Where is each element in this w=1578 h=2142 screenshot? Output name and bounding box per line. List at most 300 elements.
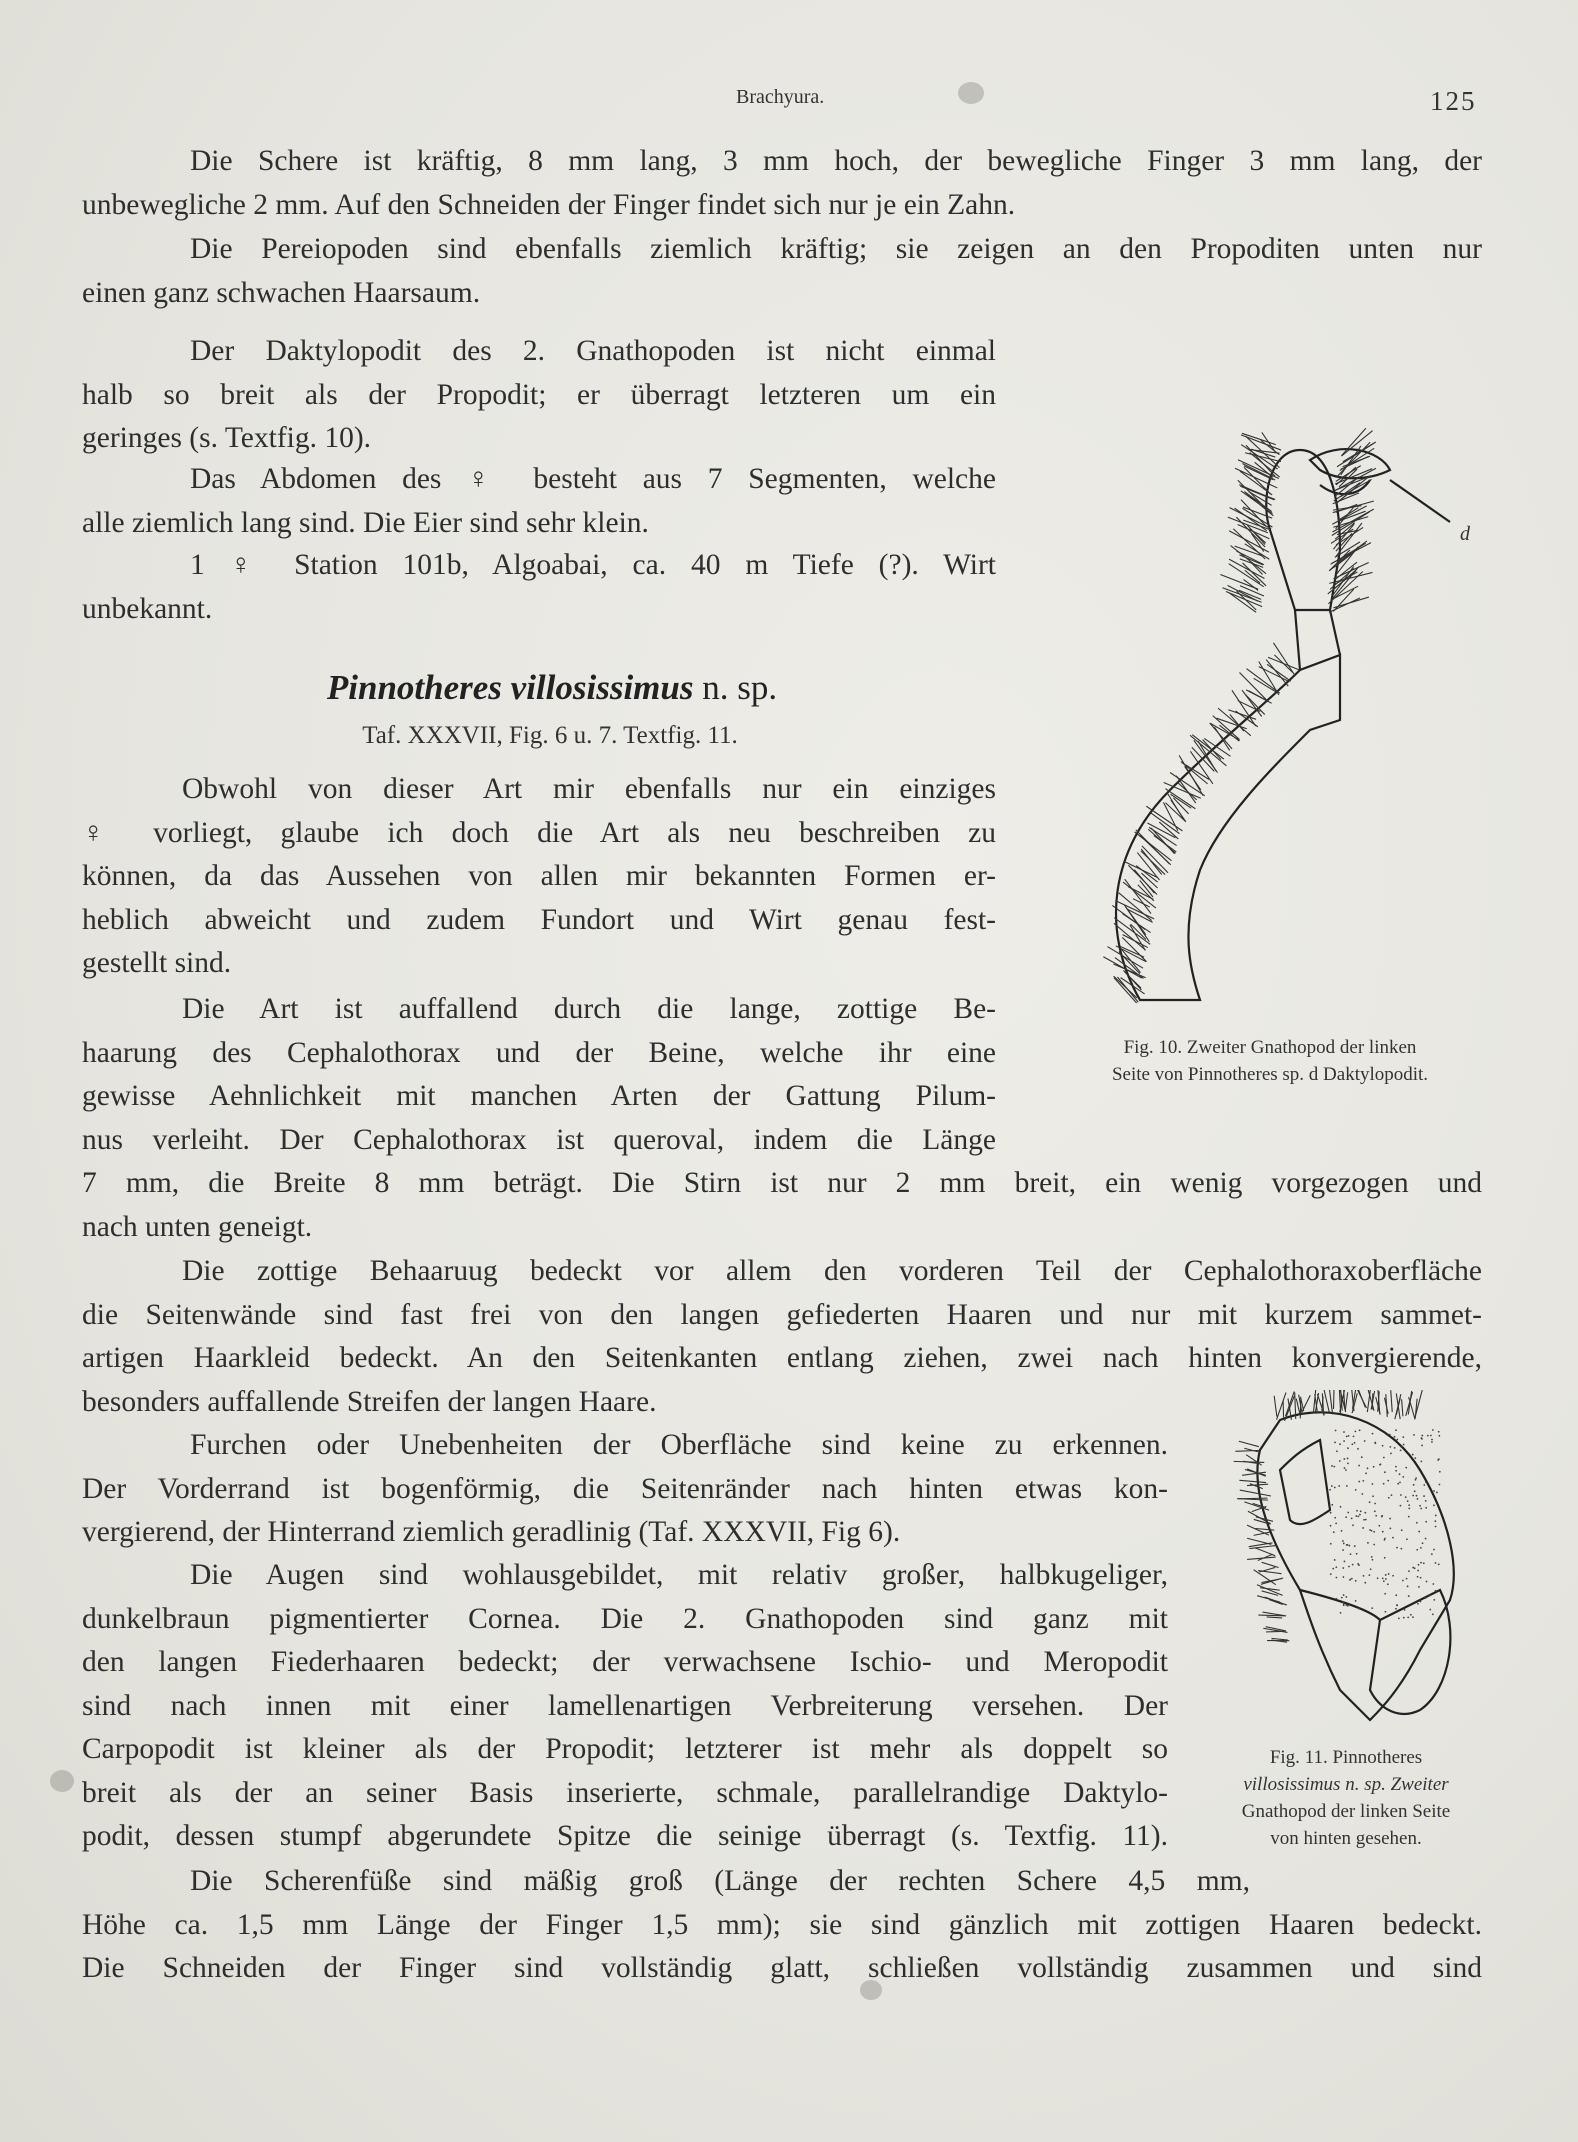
hair-stroke bbox=[1262, 1562, 1279, 1567]
stipple-dot bbox=[1343, 1440, 1345, 1442]
stipple-dot bbox=[1357, 1563, 1359, 1565]
stipple-dot bbox=[1415, 1477, 1417, 1479]
stipple-dot bbox=[1346, 1435, 1348, 1437]
hair-stroke bbox=[1269, 1600, 1283, 1605]
stipple-dot bbox=[1430, 1435, 1432, 1437]
stipple-dot bbox=[1379, 1464, 1381, 1466]
hair-stroke bbox=[1334, 1390, 1335, 1409]
stipple-dot bbox=[1421, 1435, 1423, 1437]
stipple-dot bbox=[1394, 1436, 1396, 1438]
stipple-texture bbox=[1329, 1429, 1441, 1619]
stipple-dot bbox=[1405, 1496, 1407, 1498]
stipple-dot bbox=[1362, 1480, 1364, 1482]
stipple-dot bbox=[1355, 1489, 1357, 1491]
hair-stroke bbox=[1255, 1548, 1275, 1556]
stipple-dot bbox=[1371, 1556, 1373, 1558]
stipple-dot bbox=[1383, 1457, 1385, 1459]
hair-stroke bbox=[1239, 1441, 1259, 1446]
stipple-dot bbox=[1359, 1514, 1361, 1516]
stipple-dot bbox=[1372, 1495, 1374, 1497]
text-line: Die Augen sind wohlausgebildet, mit relativ großer, halbkugeliger, bbox=[190, 1559, 1168, 1591]
hair-stroke bbox=[1247, 1538, 1271, 1544]
stipple-dot bbox=[1339, 1443, 1341, 1445]
hair-stroke bbox=[1136, 830, 1170, 864]
stipple-dot bbox=[1412, 1495, 1414, 1497]
stipple-dot bbox=[1395, 1594, 1397, 1596]
hair-strokes bbox=[1234, 1390, 1423, 1642]
hair-stroke bbox=[1192, 735, 1224, 759]
stipple-dot bbox=[1331, 1504, 1333, 1506]
stipple-dot bbox=[1357, 1515, 1359, 1517]
stipple-dot bbox=[1338, 1485, 1340, 1487]
stipple-dot bbox=[1383, 1483, 1385, 1485]
stipple-dot bbox=[1378, 1525, 1380, 1527]
stipple-dot bbox=[1374, 1442, 1376, 1444]
hair-stroke bbox=[1259, 662, 1279, 695]
stipple-dot bbox=[1408, 1504, 1410, 1506]
text-line: besonders auffallende Streifen der langen Haare. bbox=[82, 1385, 657, 1418]
stipple-dot bbox=[1410, 1614, 1412, 1616]
hair-stroke bbox=[1242, 433, 1276, 444]
stipple-dot bbox=[1417, 1576, 1419, 1578]
paragraph-furchen bbox=[82, 1424, 1168, 1555]
stipple-dot bbox=[1435, 1515, 1437, 1517]
stipple-dot bbox=[1413, 1434, 1415, 1436]
stipple-dot bbox=[1358, 1465, 1360, 1467]
stipple-dot bbox=[1352, 1564, 1354, 1566]
daktylopodit-label: d bbox=[1460, 523, 1470, 545]
stipple-dot bbox=[1385, 1574, 1387, 1576]
text-line: den langen Fiederhaaren bedeckt; der verwachsene Ischio- und Meropodit bbox=[82, 1646, 1168, 1678]
stipple-dot bbox=[1423, 1484, 1425, 1486]
stipple-dot bbox=[1407, 1500, 1409, 1502]
figure-10-caption bbox=[1040, 1034, 1500, 1088]
stipple-dot bbox=[1335, 1430, 1337, 1432]
stipple-dot bbox=[1344, 1467, 1346, 1469]
stipple-dot bbox=[1433, 1549, 1435, 1551]
text-line: unbekannt. bbox=[82, 592, 213, 625]
stipple-dot bbox=[1330, 1573, 1332, 1575]
hair-stroke bbox=[1329, 598, 1360, 612]
stipple-dot bbox=[1389, 1527, 1391, 1529]
stipple-dot bbox=[1439, 1484, 1441, 1486]
stipple-dot bbox=[1405, 1467, 1407, 1469]
stipple-dot bbox=[1404, 1609, 1406, 1611]
stipple-dot bbox=[1435, 1562, 1437, 1564]
stipple-dot bbox=[1369, 1529, 1371, 1531]
stipple-dot bbox=[1425, 1481, 1427, 1483]
stipple-dot bbox=[1345, 1516, 1347, 1518]
stipple-dot bbox=[1365, 1472, 1367, 1474]
stipple-dot bbox=[1381, 1516, 1383, 1518]
stipple-dot bbox=[1342, 1549, 1344, 1551]
text-line: artigen Haarkleid bedeckt. An den Seitenkanten entlang ziehen, zwei nach hinten konvergierende, bbox=[82, 1342, 1482, 1374]
stipple-dot bbox=[1402, 1580, 1404, 1582]
stipple-dot bbox=[1416, 1495, 1418, 1497]
stipple-dot bbox=[1413, 1484, 1415, 1486]
stipple-dot bbox=[1364, 1582, 1366, 1584]
hair-stroke bbox=[1274, 1396, 1277, 1417]
text-line: Obwohl von dieser Art mir ebenfalls nur ein einziges bbox=[182, 773, 996, 805]
stipple-dot bbox=[1396, 1604, 1398, 1606]
stipple-dot bbox=[1374, 1510, 1376, 1512]
text-line: dunkelbraun pigmentierter Cornea. Die 2. Gnathopoden sind ganz mit bbox=[82, 1602, 1168, 1635]
text-line: alle ziemlich lang sind. Die Eier sind sehr klein. bbox=[82, 506, 649, 539]
stipple-dot bbox=[1350, 1553, 1352, 1555]
hair-stroke bbox=[1241, 500, 1267, 527]
text-line: breit als der an seiner Basis inserierte, schmale, parallelrandige Daktylo- bbox=[82, 1776, 1168, 1809]
stipple-dot bbox=[1432, 1613, 1434, 1615]
stipple-dot bbox=[1333, 1531, 1335, 1533]
running-header: Brachyura. bbox=[736, 86, 825, 108]
stipple-dot bbox=[1397, 1483, 1399, 1485]
stipple-dot bbox=[1384, 1593, 1386, 1595]
stipple-dot bbox=[1340, 1612, 1342, 1614]
stipple-dot bbox=[1402, 1436, 1404, 1438]
text-line: unbewegliche 2 mm. Auf den Schneiden der Finger findet sich nur je ein Zahn. bbox=[82, 188, 1016, 221]
species-heading bbox=[272, 668, 832, 708]
stipple-dot bbox=[1331, 1465, 1333, 1467]
stipple-dot bbox=[1382, 1445, 1384, 1447]
stipple-dot bbox=[1420, 1562, 1422, 1564]
stipple-dot bbox=[1342, 1602, 1344, 1604]
hair-stroke bbox=[1261, 1578, 1283, 1584]
stipple-dot bbox=[1417, 1570, 1419, 1572]
stipple-dot bbox=[1353, 1436, 1355, 1438]
stipple-dot bbox=[1434, 1520, 1436, 1522]
stipple-dot bbox=[1395, 1466, 1397, 1468]
stipple-dot bbox=[1422, 1542, 1424, 1544]
stipple-dot bbox=[1329, 1489, 1331, 1491]
stipple-dot bbox=[1396, 1547, 1398, 1549]
caption-line: Fig. 11. Pinnotheres bbox=[1269, 1747, 1423, 1768]
paragraph-scherenfuesse bbox=[82, 1860, 1482, 1991]
stipple-dot bbox=[1432, 1429, 1434, 1431]
stipple-dot bbox=[1343, 1543, 1345, 1545]
hair-stroke bbox=[1245, 453, 1281, 462]
hair-stroke bbox=[1277, 1393, 1286, 1420]
stipple-dot bbox=[1416, 1522, 1418, 1524]
stipple-dot bbox=[1420, 1547, 1422, 1549]
stipple-dot bbox=[1347, 1512, 1349, 1514]
stipple-dot bbox=[1421, 1445, 1423, 1447]
stipple-dot bbox=[1347, 1462, 1349, 1464]
stipple-dot bbox=[1355, 1515, 1357, 1517]
paragraph-augen bbox=[82, 1554, 1168, 1859]
stipple-dot bbox=[1354, 1430, 1356, 1432]
stipple-dot bbox=[1412, 1616, 1414, 1618]
text-line: 7 mm, die Breite 8 mm beträgt. Die Stirn ist nur 2 mm breit, ein wenig vorgezogen und bbox=[82, 1167, 1482, 1199]
stipple-dot bbox=[1403, 1617, 1405, 1619]
stipple-dot bbox=[1420, 1461, 1422, 1463]
stipple-dot bbox=[1359, 1429, 1361, 1431]
text-line: vergierend, der Hinterrand ziemlich geradlinig (Taf. XXXVII, Fig 6). bbox=[82, 1516, 901, 1548]
hair-stroke bbox=[1265, 1597, 1287, 1605]
text-line: die Seitenwände sind fast frei von den langen gefiederten Haaren und nur mit kurzem sammet- bbox=[82, 1298, 1482, 1331]
hair-stroke bbox=[1133, 899, 1150, 907]
text-line: einen ganz schwachen Haarsaum. bbox=[82, 276, 481, 309]
species-name: Pinnotheres villosissimus bbox=[326, 668, 694, 707]
stipple-dot bbox=[1389, 1446, 1391, 1448]
text-line: Der Daktylopodit des 2. Gnathopoden ist nicht einmal bbox=[190, 335, 996, 367]
species-reference: Taf. XXXVII, Fig. 6 u. 7. Textfig. 11. bbox=[362, 722, 738, 749]
hair-stroke bbox=[1258, 1571, 1281, 1574]
stipple-dot bbox=[1343, 1431, 1345, 1433]
stipple-dot bbox=[1340, 1506, 1342, 1508]
stipple-dot bbox=[1334, 1559, 1336, 1561]
stipple-dot bbox=[1433, 1504, 1435, 1506]
stipple-dot bbox=[1431, 1553, 1433, 1555]
stipple-dot bbox=[1438, 1564, 1440, 1566]
text-line: heblich abweicht und zudem Fundort und Wirt genau fest- bbox=[82, 903, 996, 936]
stipple-dot bbox=[1436, 1492, 1438, 1494]
stipple-dot bbox=[1384, 1471, 1386, 1473]
stipple-dot bbox=[1331, 1485, 1333, 1487]
stipple-dot bbox=[1402, 1476, 1404, 1478]
hair-stroke bbox=[1262, 1591, 1278, 1595]
stipple-dot bbox=[1400, 1446, 1402, 1448]
stipple-dot bbox=[1341, 1597, 1343, 1599]
stipple-dot bbox=[1356, 1553, 1358, 1555]
stipple-dot bbox=[1401, 1529, 1403, 1531]
stipple-dot bbox=[1435, 1590, 1437, 1592]
stipple-dot bbox=[1403, 1444, 1405, 1446]
stipple-dot bbox=[1419, 1505, 1421, 1507]
stipple-dot bbox=[1367, 1542, 1369, 1544]
stipple-dot bbox=[1360, 1510, 1362, 1512]
stipple-dot bbox=[1377, 1577, 1379, 1579]
stipple-dot bbox=[1335, 1523, 1337, 1525]
stipple-dot bbox=[1349, 1579, 1351, 1581]
stipple-dot bbox=[1348, 1435, 1350, 1437]
stipple-dot bbox=[1351, 1578, 1353, 1580]
stipple-dot bbox=[1389, 1518, 1391, 1520]
text-line: sind nach innen mit einer lamellenartigen Verbreiterung versehen. Der bbox=[82, 1689, 1168, 1722]
stipple-dot bbox=[1334, 1517, 1336, 1519]
stipple-dot bbox=[1412, 1567, 1414, 1569]
text-line: haarung des Cephalothorax und der Beine, welche ihr eine bbox=[82, 1036, 996, 1069]
stipple-dot bbox=[1431, 1441, 1433, 1443]
stipple-dot bbox=[1373, 1531, 1375, 1533]
hair-stroke bbox=[1241, 435, 1281, 450]
stipple-dot bbox=[1429, 1609, 1431, 1611]
paragraph-schere bbox=[82, 140, 1482, 227]
hair-stroke bbox=[1237, 1499, 1268, 1500]
stipple-dot bbox=[1391, 1494, 1393, 1496]
stipple-dot bbox=[1356, 1510, 1358, 1512]
caption-line: von hinten gesehen. bbox=[1270, 1828, 1422, 1849]
stipple-dot bbox=[1385, 1578, 1387, 1580]
stipple-dot bbox=[1345, 1596, 1347, 1598]
stipple-dot bbox=[1400, 1449, 1402, 1451]
paragraph-art bbox=[82, 988, 996, 1162]
caption-line: Gnathopod der linken Seite bbox=[1241, 1801, 1451, 1822]
stipple-dot bbox=[1407, 1617, 1409, 1619]
stipple-dot bbox=[1435, 1526, 1437, 1528]
stipple-dot bbox=[1438, 1435, 1440, 1437]
text-line: Carpopodit ist kleiner als der Propodit; letzterer ist mehr als doppelt so bbox=[82, 1733, 1168, 1765]
paragraph-daktylopodit bbox=[82, 330, 996, 461]
stipple-dot bbox=[1348, 1545, 1350, 1547]
stipple-dot bbox=[1426, 1581, 1428, 1583]
stipple-dot bbox=[1334, 1442, 1336, 1444]
hair-stroke bbox=[1267, 1617, 1282, 1618]
stipple-dot bbox=[1383, 1580, 1385, 1582]
hair-stroke bbox=[1119, 893, 1152, 921]
stipple-dot bbox=[1414, 1490, 1416, 1492]
stipple-dot bbox=[1375, 1515, 1377, 1517]
stipple-dot bbox=[1372, 1483, 1374, 1485]
text-line: können, da das Aussehen von allen mir bekannten Formen er- bbox=[82, 860, 996, 892]
hair-stroke bbox=[1185, 766, 1201, 789]
hair-stroke bbox=[1273, 643, 1294, 675]
stipple-dot bbox=[1330, 1512, 1332, 1514]
text-line: Höhe ca. 1,5 mm Länge der Finger 1,5 mm); sie sind gänzlich mit zottigen Haaren bedeckt. bbox=[82, 1908, 1482, 1941]
stipple-dot bbox=[1333, 1466, 1335, 1468]
species-suffix: n. sp. bbox=[702, 668, 778, 707]
figure-11-caption bbox=[1196, 1744, 1496, 1852]
page-number: 125 bbox=[1430, 86, 1477, 116]
stipple-dot bbox=[1344, 1561, 1346, 1563]
stipple-dot bbox=[1332, 1568, 1334, 1570]
stipple-dot bbox=[1425, 1597, 1427, 1599]
stipple-dot bbox=[1387, 1480, 1389, 1482]
hair-stroke bbox=[1235, 546, 1263, 556]
hair-stroke bbox=[1247, 1525, 1269, 1535]
stipple-dot bbox=[1417, 1498, 1419, 1500]
text-line: gewisse Aehnlichkeit mit manchen Arten der Gattung Pilum- bbox=[82, 1080, 996, 1112]
stipple-dot bbox=[1351, 1443, 1353, 1445]
stipple-dot bbox=[1364, 1512, 1366, 1514]
stipple-dot bbox=[1388, 1497, 1390, 1499]
text-line: gestellt sind. bbox=[82, 947, 232, 979]
hair-stroke bbox=[1402, 1399, 1403, 1416]
stipple-dot bbox=[1417, 1603, 1419, 1605]
stipple-dot bbox=[1387, 1583, 1389, 1585]
stipple-dot bbox=[1438, 1431, 1440, 1433]
stipple-dot bbox=[1361, 1493, 1363, 1495]
hair-stroke bbox=[1234, 1461, 1265, 1462]
hair-strokes bbox=[1103, 428, 1376, 1003]
caption-line: Fig. 10. Zweiter Gnathopod der linken bbox=[1123, 1037, 1417, 1058]
hair-stroke bbox=[1356, 1390, 1365, 1407]
stipple-dot bbox=[1396, 1439, 1398, 1441]
stipple-dot bbox=[1365, 1519, 1367, 1521]
text-line: halb so breit als der Propodit; er überragt letzteren um ein bbox=[82, 378, 996, 411]
hair-stroke bbox=[1333, 589, 1354, 611]
stipple-dot bbox=[1363, 1519, 1365, 1521]
stipple-dot bbox=[1373, 1466, 1375, 1468]
stipple-dot bbox=[1347, 1544, 1349, 1546]
stipple-dot bbox=[1362, 1527, 1364, 1529]
hair-stroke bbox=[1329, 1390, 1333, 1414]
stipple-dot bbox=[1392, 1537, 1394, 1539]
stipple-dot bbox=[1336, 1450, 1338, 1452]
stipple-dot bbox=[1399, 1473, 1401, 1475]
stipple-dot bbox=[1408, 1570, 1410, 1572]
paragraph-breite bbox=[82, 1162, 1482, 1249]
stipple-dot bbox=[1345, 1469, 1347, 1471]
text-line: Der Vorderrand ist bogenförmig, die Seitenränder nach hinten etwas kon- bbox=[82, 1472, 1168, 1505]
stipple-dot bbox=[1346, 1485, 1348, 1487]
hair-stroke bbox=[1242, 690, 1262, 716]
hair-stroke bbox=[1233, 529, 1265, 559]
hair-stroke bbox=[1228, 517, 1268, 533]
text-line: Die zottige Behaaruug bedeckt vor allem den vorderen Teil der Cephalothoraxoberfläche bbox=[182, 1255, 1482, 1287]
text-line: Furchen oder Unebenheiten der Oberfläche sind keine zu erkennen. bbox=[190, 1429, 1168, 1461]
stipple-dot bbox=[1394, 1447, 1396, 1449]
paragraph-station bbox=[82, 544, 996, 631]
stipple-dot bbox=[1335, 1598, 1337, 1600]
ink-blot bbox=[50, 1770, 74, 1792]
stipple-dot bbox=[1400, 1548, 1402, 1550]
hair-stroke bbox=[1239, 1480, 1266, 1482]
hair-stroke bbox=[1239, 673, 1268, 702]
stipple-dot bbox=[1423, 1495, 1425, 1497]
stipple-dot bbox=[1398, 1617, 1400, 1619]
stipple-dot bbox=[1388, 1573, 1390, 1575]
stipple-dot bbox=[1433, 1599, 1435, 1601]
hair-stroke bbox=[1343, 442, 1376, 462]
ink-blot bbox=[958, 82, 984, 104]
stipple-dot bbox=[1342, 1576, 1344, 1578]
stipple-dot bbox=[1358, 1608, 1360, 1610]
stipple-dot bbox=[1423, 1562, 1425, 1564]
stipple-dot bbox=[1343, 1458, 1345, 1460]
stipple-dot bbox=[1421, 1438, 1423, 1440]
stipple-dot bbox=[1355, 1580, 1357, 1582]
stipple-dot bbox=[1339, 1460, 1341, 1462]
hair-stroke bbox=[1272, 1638, 1288, 1640]
stipple-dot bbox=[1420, 1601, 1422, 1603]
stipple-dot bbox=[1330, 1525, 1332, 1527]
stipple-dot bbox=[1354, 1545, 1356, 1547]
stipple-dot bbox=[1347, 1458, 1349, 1460]
paragraph-pereiopoden bbox=[82, 228, 1482, 315]
stipple-dot bbox=[1372, 1559, 1374, 1561]
stipple-dot bbox=[1361, 1456, 1363, 1458]
stipple-dot bbox=[1384, 1557, 1386, 1559]
text-line: Die Scherenfüße sind mäßig groß (Länge der rechten Schere 4,5 mm, bbox=[190, 1865, 1250, 1897]
stipple-dot bbox=[1392, 1575, 1394, 1577]
hair-stroke bbox=[1240, 1490, 1271, 1496]
stipple-dot bbox=[1389, 1434, 1391, 1436]
stipple-dot bbox=[1343, 1603, 1345, 1605]
stipple-dot bbox=[1395, 1429, 1397, 1431]
hair-stroke bbox=[1391, 1390, 1393, 1412]
text-line: nach unten geneigt. bbox=[82, 1210, 313, 1243]
stipple-dot bbox=[1400, 1494, 1402, 1496]
text-line: Die Pereiopoden sind ebenfalls ziemlich kräftig; sie zeigen an den Propoditen unten nur bbox=[190, 233, 1482, 265]
stipple-dot bbox=[1416, 1549, 1418, 1551]
stipple-dot bbox=[1345, 1604, 1347, 1606]
stipple-dot bbox=[1418, 1531, 1420, 1533]
hair-stroke bbox=[1235, 508, 1267, 531]
stipple-dot bbox=[1425, 1521, 1427, 1523]
stipple-dot bbox=[1347, 1447, 1349, 1449]
stipple-dot bbox=[1373, 1544, 1375, 1546]
stipple-dot bbox=[1406, 1538, 1408, 1540]
stipple-dot bbox=[1408, 1516, 1410, 1518]
stipple-dot bbox=[1412, 1454, 1414, 1456]
figure-11-gnathopod bbox=[1220, 1390, 1480, 1740]
stipple-dot bbox=[1330, 1543, 1332, 1545]
paragraph-abdomen bbox=[82, 458, 996, 545]
text-line: nus verleiht. Der Cephalothorax ist queroval, indem die Länge bbox=[82, 1123, 996, 1156]
stipple-dot bbox=[1369, 1501, 1371, 1503]
hair-stroke bbox=[1406, 1392, 1413, 1416]
text-line: podit, dessen stumpf abgerundete Spitze die seinige überragt (s. Textfig. 11). bbox=[82, 1820, 1168, 1852]
